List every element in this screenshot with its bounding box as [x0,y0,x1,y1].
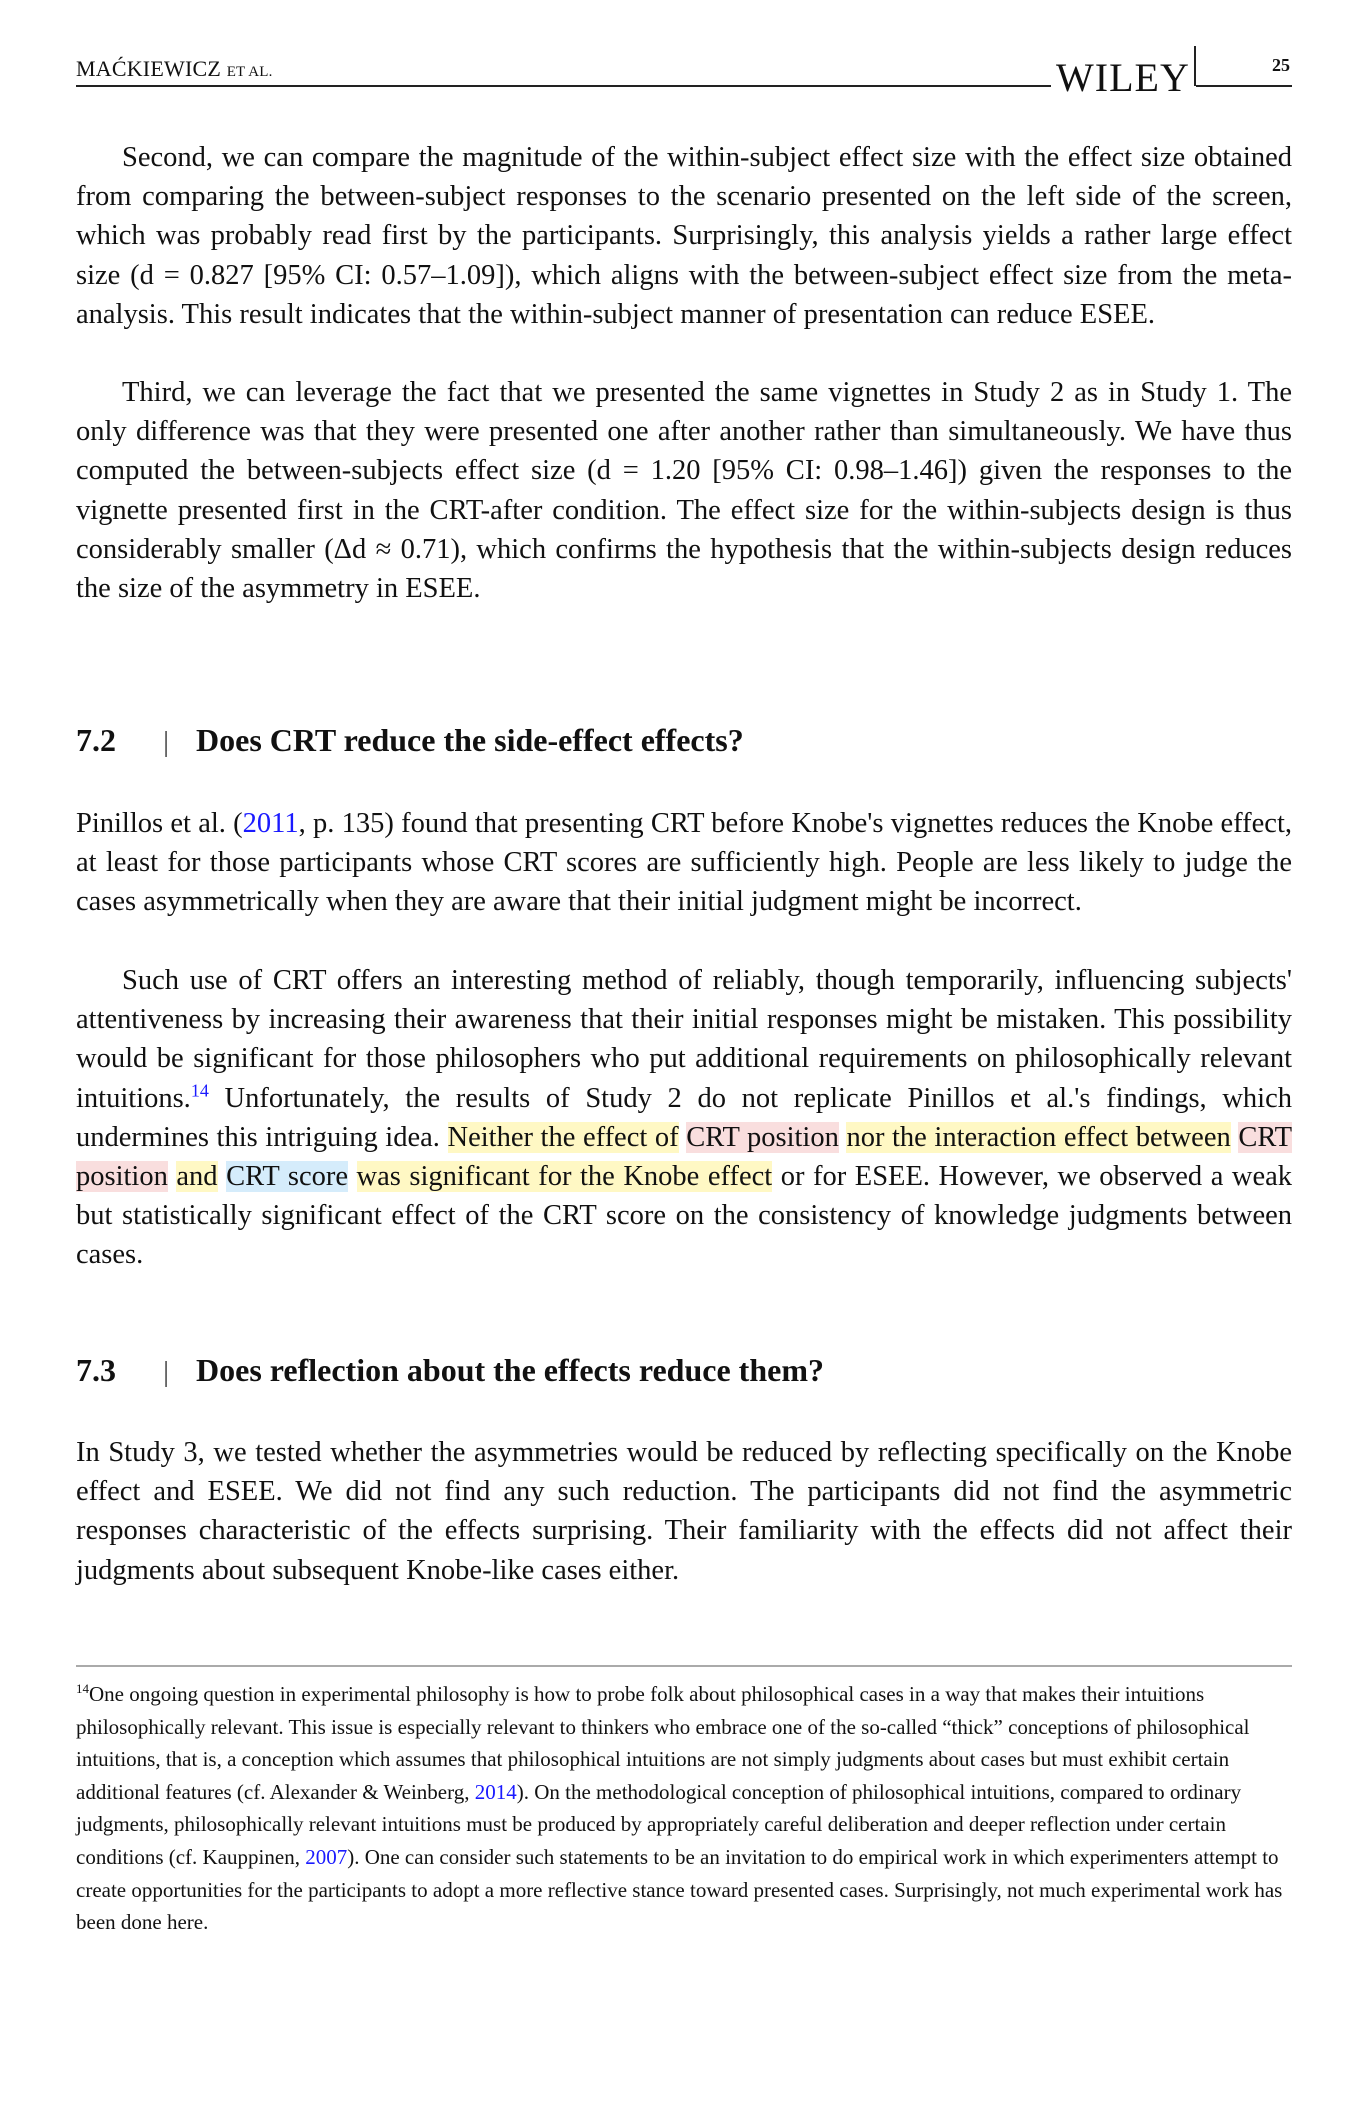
section-heading-7-3 [76,1350,1292,1393]
publisher-logo: WILEY [1056,55,1190,100]
section-number: 7.3 [76,1352,116,1388]
paragraph-pinillos [76,804,1292,922]
paragraph-second: Second, we can compare the magnitude of the within-subject effect size with the effect size obtained from comparing the between-subject responses to the scenario presented on the left side of the screen, which was probably read first by the participants. Surprisingly, this analysis yields a rather large effect size (d = 0.827 [95% CI: 0.57–1.09]), which aligns with the between-subject effect size from the meta-analysis. This result indicates that the within-subject manner of presentation can reduce ESEE. [76,142,1292,330]
text-run: ). On the methodological conception of philosophical intuitions, compared to ordinary judgments, philosophically relevant intuitions must be produced by appropriately careful deliberation and deeper reflection under certain conditions (cf. Kauppinen, [76,1779,1242,1869]
paragraph-crt-use [76,961,1292,1275]
citation-link-2014[interactable]: 2014 [474,1779,517,1804]
paragraph-study3: In Study 3, we tested whether the asymmetries would be reduced by reflecting specifically on the Knobe effect and ESEE. We did not find any such reduction. The participants did not find the asymmetric responses characteristic of the effects surprising. Their familiarity with the effects did not affect their judgments about subsequent Knobe-like cases either. [76,1437,1292,1586]
footnote-14 [76,1678,1292,1939]
section-number: 7.2 [76,722,116,758]
text-run: , p. 135) found that presenting CRT before Knobe's vignettes reduces the Knobe effect, at least for those participants whose CRT scores are sufficiently high. People are less likely to judge the cases asymmetrically when they are aware that their initial judgment might be incorrect. [76,808,1292,918]
running-head-authors [76,56,273,82]
header-rule-right [1196,85,1292,87]
header-divider [1194,46,1196,86]
highlight-yellow: Neither the effect of [447,1121,679,1153]
highlight-yellow: was significant for the Knobe effect [356,1161,773,1193]
section-heading-7-2 [76,720,1292,763]
author-suffix: ET AL. [226,64,273,80]
highlight-red: CRT position [76,1121,1293,1193]
citation-link-2007[interactable]: 2007 [305,1844,348,1869]
text-run: Pinillos et al. ( [76,808,243,839]
page-number: 25 [1272,55,1290,75]
highlight-yellow: nor the interaction effect between [846,1121,1231,1153]
text-run: Unfortunately, the results of Study 2 do not replicate Pinillos et al.'s findings, which undermines this intriguing idea. [76,1082,1292,1153]
footnote-number: 14 [76,1681,89,1696]
text-run: Such use of CRT offers an interesting method of reliably, though temporarily, influencing subjects' attentiveness by increasing their awareness that their initial responses might be mistaken. This possibility would be significant for those philosophers who put additional requirements on philosophically relevant intuitions. [76,965,1292,1114]
section-separator: | [163,727,169,758]
section-title: Does reflection about the effects reduce them? [196,1352,824,1388]
text-run: One ongoing question in experimental philosophy is how to probe folk about philosophical cases in a way that makes their intuitions philosophically relevant. This issue is especially relevant to thinkers who embrace one of the so-called “thick” conceptions of philosophical intuitions, that is, a conception which assumes that philosophical intuitions are not simply judgments about cases but must exhibit certain additional features (cf. Alexander & Weinberg, [76,1682,1250,1804]
author-name: MAĆKIEWICZ [76,56,221,81]
citation-link-2011[interactable]: 2011 [242,808,299,839]
section-title: Does CRT reduce the side-effect effects? [196,722,744,758]
header-rule [76,85,1051,87]
highlight-blue: CRT score [226,1161,348,1193]
text-run: ). One can consider such statements to be an invitation to do empirical work in which experimenters attempt to create opportunities for the participants to adopt a more reflective stance toward presented cases. Surprisingly, not much experimental work has been done here. [76,1844,1283,1935]
footnote-rule [76,1665,1292,1667]
paragraph-third: Third, we can leverage the fact that we presented the same vignettes in Study 2 as in Study 1. The only difference was that they were presented one after another rather than simultaneously. We have thus computed the between-subjects effect size (d = 1.20 [95% CI: 0.98–1.46]) given the responses to the vignette presented first in the CRT-after condition. The effect size for the within-subjects design is thus considerably smaller (Δd ≈ 0.71), which confirms the hypothesis that the within-subjects design reduces the size of the asymmetry in ESEE. [76,377,1292,605]
highlight-red: CRT position [686,1121,839,1153]
highlight-yellow: and [176,1161,218,1193]
text-run: or for ESEE. However, we observed a weak but statistically significant effect of the CRT score on the consistency of knowledge judgments between cases. [76,1161,1293,1271]
footnote-ref-14[interactable]: 14 [190,1080,209,1101]
section-separator: | [163,1357,169,1388]
running-header [76,52,1292,102]
